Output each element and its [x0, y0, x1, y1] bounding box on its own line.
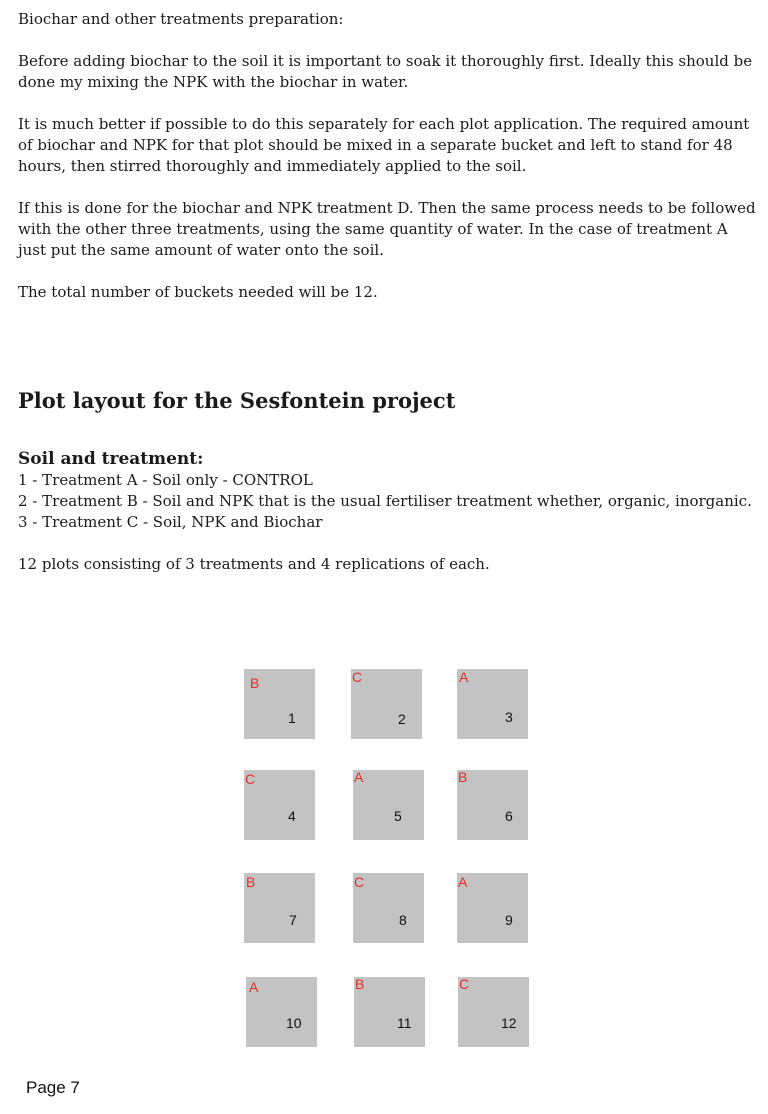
plots-summary: 12 plots consisting of 3 treatments and 4 replications of each.: [18, 555, 490, 573]
plot-8: [353, 873, 424, 943]
plot-treatment-letter: A: [249, 979, 259, 995]
plot-treatment-letter: C: [352, 669, 363, 685]
plot-treatment-letter: A: [458, 874, 468, 890]
plot-10: [246, 977, 317, 1047]
treatment-item-3: 3 - Treatment C - Soil, NPK and Biochar: [18, 513, 323, 531]
plot-treatment-letter: B: [355, 976, 365, 992]
intro-paragraph-3: If this is done for the biochar and NPK treatment D. Then the same process needs to be followed with the other three treatments, using the same quantity of water. In the case of treatment A just put the same amount of water onto the soil.: [18, 199, 756, 259]
plot-6: [457, 770, 528, 840]
plot-number: 5: [394, 808, 402, 824]
plot-7: [244, 873, 315, 943]
treatment-item-2: 2 - Treatment B - Soil and NPK that is the usual fertiliser treatment whether, organic, inorganic.: [18, 492, 752, 510]
plot-number: 1: [288, 710, 296, 726]
plot-treatment-letter: A: [459, 669, 469, 685]
plot-number: 6: [505, 808, 513, 824]
plot-treatment-letter: C: [459, 976, 470, 992]
soil-treatment-section: [18, 448, 758, 575]
plot-4: [244, 770, 315, 840]
plot-treatment-letter: C: [245, 771, 256, 787]
plot-layout-heading: Plot layout for the Sesfontein project: [18, 388, 456, 413]
plot-number: 3: [505, 709, 513, 725]
plot-number: 4: [288, 808, 296, 824]
plot-3: [457, 669, 528, 739]
intro-paragraph-1: Before adding biochar to the soil it is important to soak it thoroughly first. Ideally this should be done my mixing the NPK with the biochar in water.: [18, 52, 753, 91]
intro-paragraph-2: It is much better if possible to do this separately for each plot application. The required amount of biochar and NPK for that plot should be mixed in a separate bucket and left to stand for 48 hours, then stirred thoroughly and immediately applied to the soil.: [18, 115, 750, 175]
plot-9: [457, 873, 528, 943]
soil-treatment-heading: Soil and treatment:: [18, 449, 204, 469]
plot-12: [458, 977, 529, 1047]
plot-number: 9: [505, 912, 513, 928]
plot-treatment-letter: A: [354, 769, 364, 785]
plot-number: 10: [286, 1015, 302, 1031]
plot-5: [353, 770, 424, 840]
plot-number: 8: [399, 912, 407, 928]
plot-treatment-letter: B: [246, 874, 256, 890]
plot-treatment-letter: B: [250, 675, 260, 691]
plot-treatment-letter: C: [354, 874, 365, 890]
page-number-label: Page 7: [26, 1078, 80, 1097]
plot-treatment-letter: B: [458, 769, 468, 785]
intro-title: Biochar and other treatments preparation:: [18, 10, 344, 28]
plot-number: 11: [397, 1015, 412, 1031]
plot-11: [354, 977, 425, 1047]
treatment-item-1: 1 - Treatment A - Soil only - CONTROL: [18, 471, 313, 489]
plot-number: 12: [501, 1015, 517, 1031]
plot-number: 2: [398, 711, 406, 727]
plot-2: [351, 669, 422, 739]
plot-1: [244, 669, 315, 739]
intro-section: [18, 9, 758, 303]
plot-number: 7: [289, 912, 297, 928]
intro-paragraph-4: The total number of buckets needed will be 12.: [18, 283, 378, 301]
